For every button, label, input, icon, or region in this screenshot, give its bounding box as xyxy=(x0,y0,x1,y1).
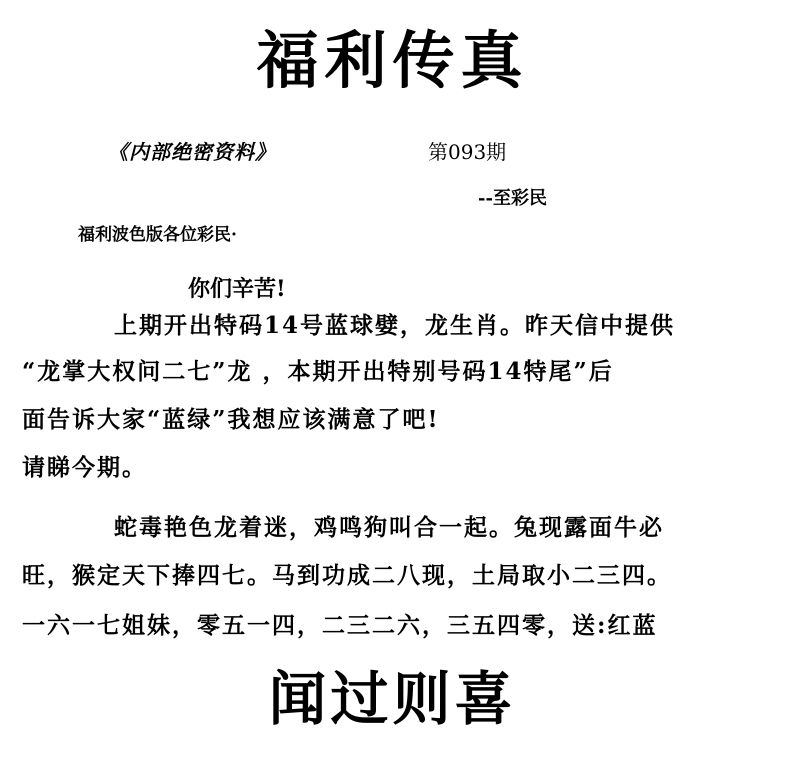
body-line-5: 蛇毒艳色龙着迷，鸡鸣狗叫合一起。兔现露面牛必 xyxy=(114,514,664,541)
addressee: 福利波色版各位彩民· xyxy=(78,225,237,245)
issue-number: 第093期 xyxy=(428,140,507,164)
greeting: 你们辛苦! xyxy=(188,276,286,302)
footer-title: 闻过则喜 xyxy=(268,665,517,733)
body-line-7: 一六一七姐妹，零五一四，二三二六，三五四零，送:红蓝 xyxy=(22,612,658,639)
body-line-2: “龙掌大权问二七”龙 ，本期开出特别号码14特尾”后 xyxy=(22,358,614,385)
document-title: 福利传真 xyxy=(256,24,529,97)
body-line-1: 上期开出特码14号蓝球嬖，龙生肖。昨天信中提供 xyxy=(114,312,676,339)
document-subtitle: 《内部绝密资料》 xyxy=(108,140,276,164)
body-line-4: 请睇今期。 xyxy=(22,454,147,481)
body-line-3: 面告诉大家“蓝绿”我想应该满意了吧! xyxy=(22,406,440,433)
signature: --至彩民 xyxy=(478,188,547,209)
body-line-6: 旺，猴定天下捧四七。马到功成二八现，土局取小二三四。 xyxy=(22,562,672,589)
